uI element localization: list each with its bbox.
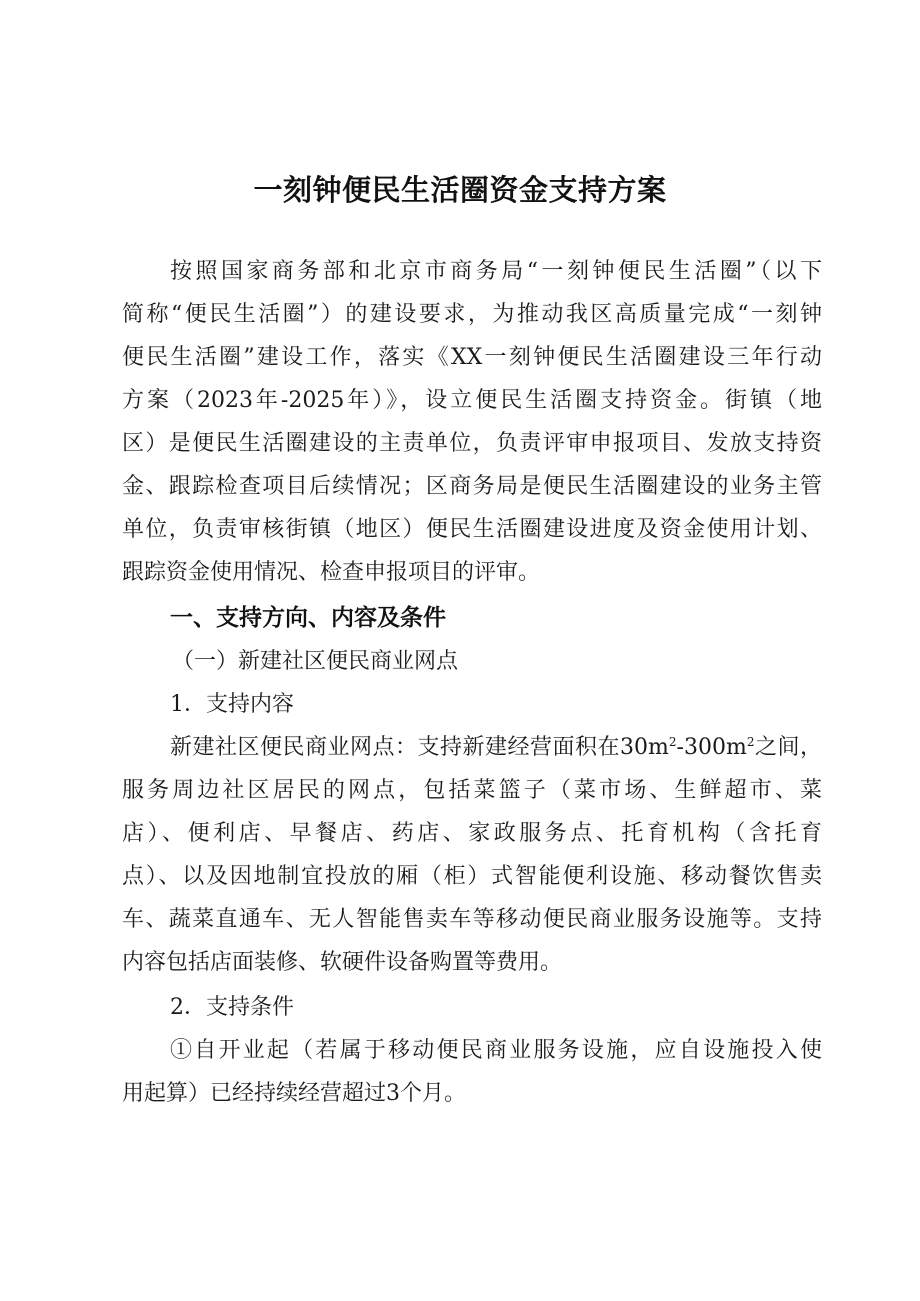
content-line: 车、蔬菜直通车、无人智能售卖车等移动便民商业服务设施等。支持 [122,907,822,932]
item-label-support-content: 1．支持内容 [170,692,294,717]
content-line-part: 之间， [754,735,822,760]
intro-line: 区）是便民生活圈建设的主责单位，负责评审申报项目、发放支持资 [122,431,822,456]
intro-line: 简称“便民生活圈”）的建设要求，为推动我区高质量完成“一刻钟 [122,302,822,327]
content-line: 店）、便利店、早餐店、药店、家政服务点、托育机构（含托育 [122,821,822,846]
section-heading: 一、支持方向、内容及条件 [170,605,446,631]
intro-line: 跟踪资金使用情况、检查申报项目的评审。 [122,560,541,585]
intro-line: 方案（2023年-2025年）》，设立便民生活圈支持资金。街镇（地 [122,388,822,413]
content-line: 点）、以及因地制宜投放的厢（柜）式智能便利设施、移动餐饮售卖 [122,864,822,889]
content-line-part: -300m [676,735,747,760]
document-title: 一刻钟便民生活圈资金支持方案 [253,173,667,207]
item-label-support-conditions: 2．支持条件 [170,995,294,1020]
intro-line: 金、跟踪检查项目后续情况；区商务局是便民生活圈建设的业务主管 [122,474,822,499]
content-line-part: 新建社区便民商业网点：支持新建经营面积在30m [170,735,669,760]
subsection-heading: （一）新建社区便民商业网点 [172,649,459,674]
superscript: 2 [668,735,677,749]
content-line: 内容包括店面装修、软硬件设备购置等费用。 [122,950,563,975]
condition-line: 用起算）已经持续经营超过3个月。 [122,1081,466,1106]
condition-line: ①自开业起（若属于移动便民商业服务设施，应自设施投入使 [170,1038,822,1063]
content-line: 服务周边社区居民的网点，包括菜篮子（菜市场、生鲜超市、菜 [122,778,822,803]
content-line [122,733,822,763]
intro-line: 单位，负责审核街镇（地区）便民生活圈建设进度及资金使用计划、 [122,517,822,542]
intro-line: 便民生活圈”建设工作，落实《XX一刻钟便民生活圈建设三年行动 [122,345,822,370]
intro-line: 按照国家商务部和北京市商务局“一刻钟便民生活圈”（以下 [170,259,822,284]
superscript: 2 [746,735,755,749]
